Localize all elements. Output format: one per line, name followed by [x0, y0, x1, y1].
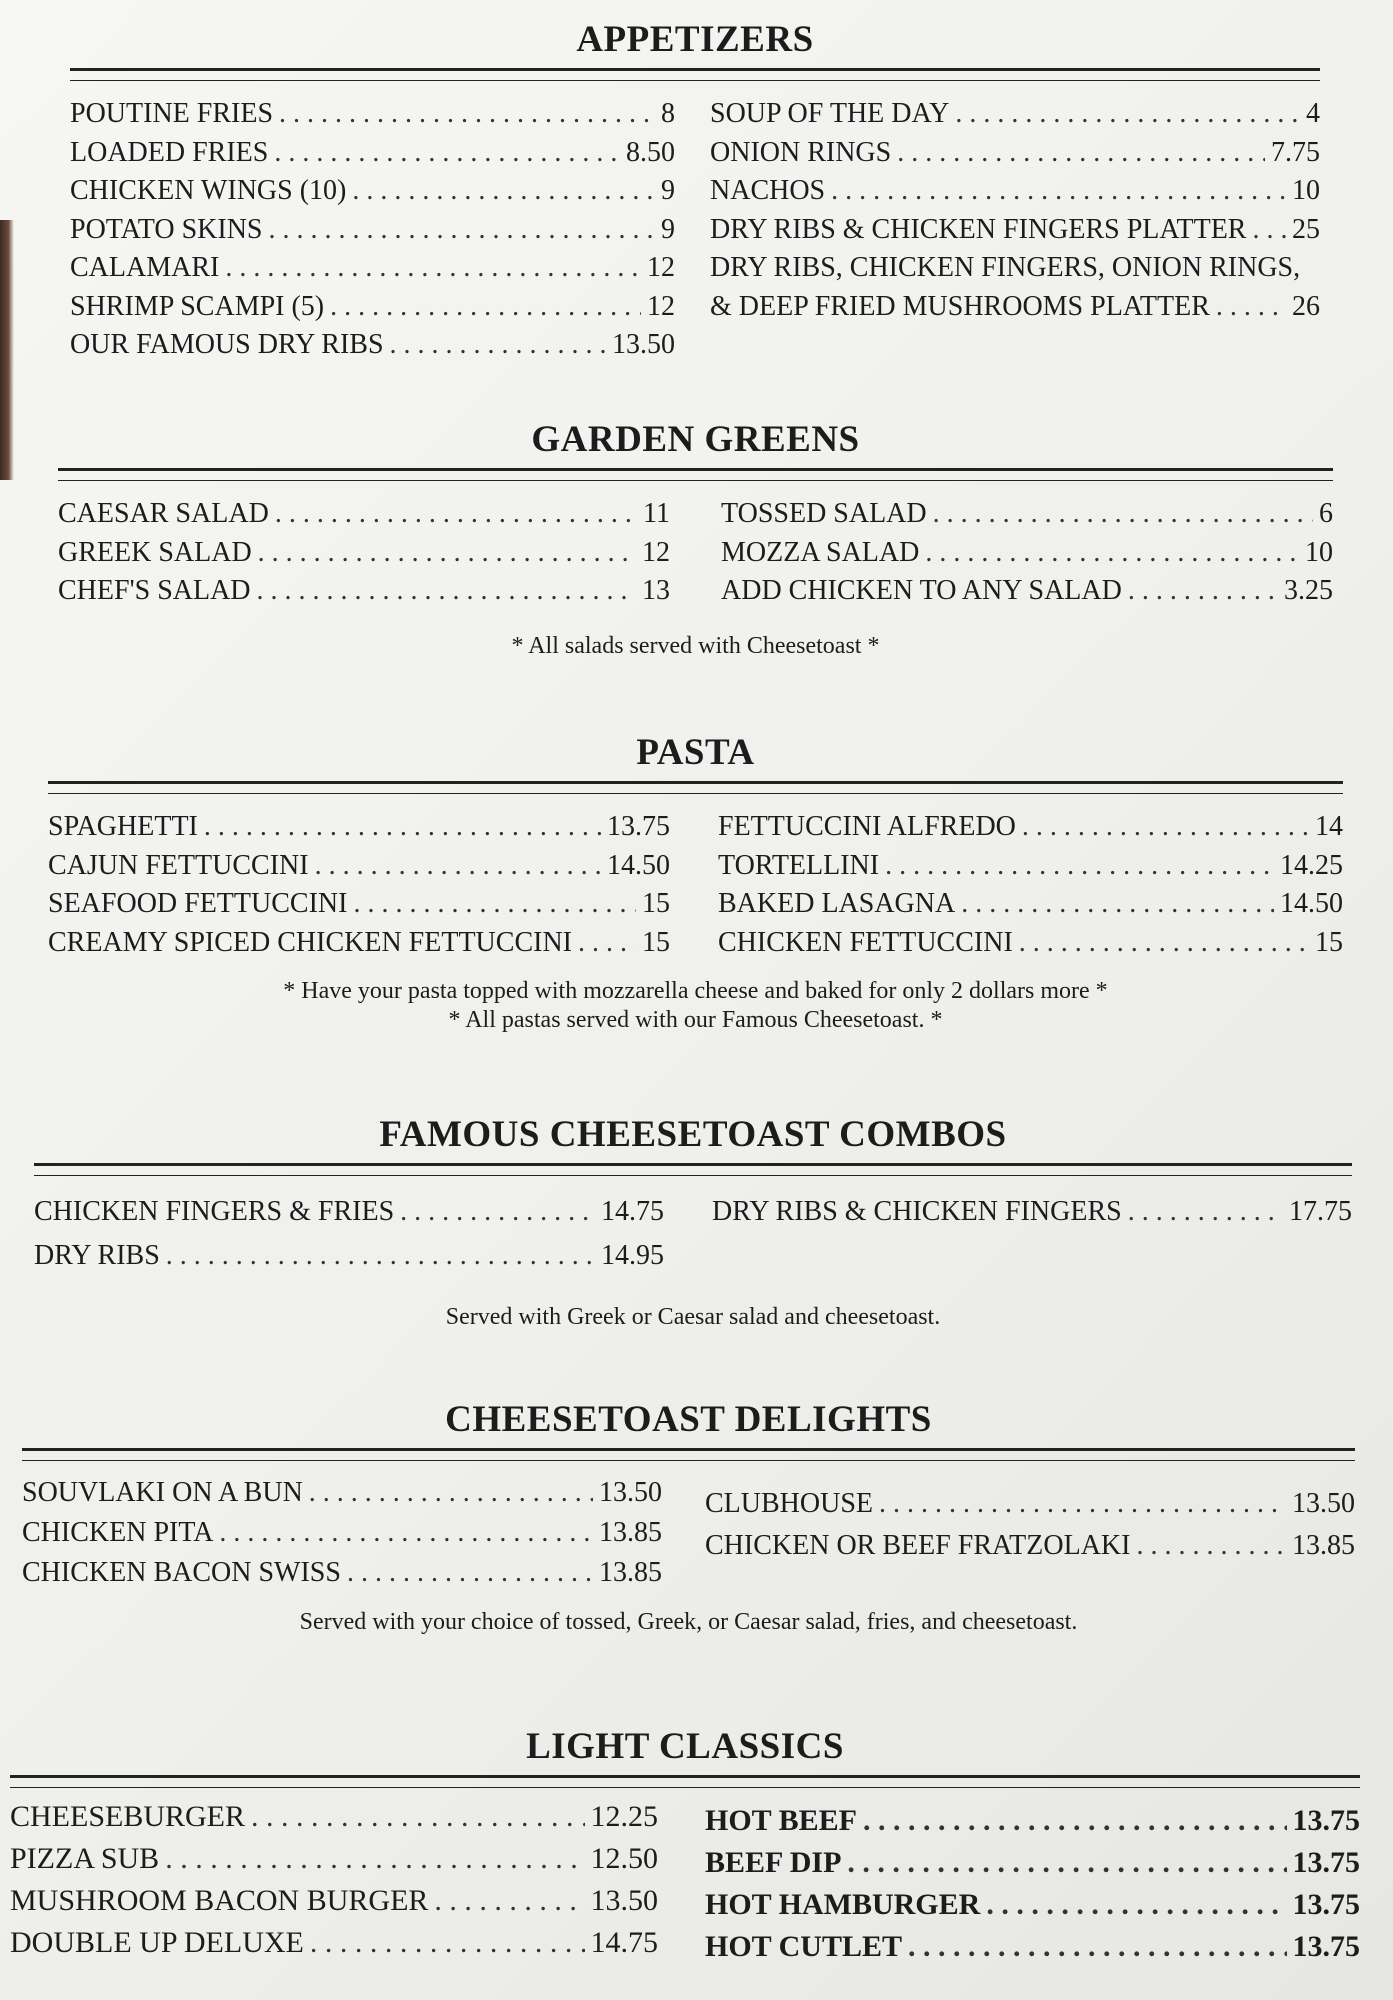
- item-name: HOT BEEF: [705, 1804, 857, 1837]
- section-pasta: [48, 733, 1343, 1034]
- item-price: 13.75: [1292, 1804, 1360, 1837]
- left-column: [58, 495, 670, 611]
- double-rule: [34, 1163, 1352, 1176]
- menu-item: [34, 1190, 664, 1234]
- menu-item: [718, 885, 1343, 924]
- item-price: 13.85: [599, 1557, 662, 1588]
- section-title: GARDEN GREENS: [531, 419, 860, 460]
- item-price: 13.50: [599, 1477, 662, 1508]
- item-name: CHICKEN BACON SWISS: [22, 1557, 341, 1588]
- item-name: FETTUCCINI ALFREDO: [718, 811, 1016, 842]
- section-light-classics: [10, 1727, 1360, 1968]
- item-price: 13.85: [599, 1517, 662, 1548]
- item-price: 6: [1319, 498, 1333, 529]
- item-name: & DEEP FRIED MUSHROOMS PLATTER: [710, 290, 1210, 322]
- right-column: [712, 1190, 1352, 1278]
- item-price: 13: [642, 575, 670, 606]
- menu-item: [712, 1190, 1352, 1234]
- item-name: GREEK SALAD: [58, 536, 252, 568]
- menu-item: [705, 1483, 1355, 1525]
- item-price: 9: [661, 175, 675, 206]
- menu-item: [718, 847, 1343, 886]
- item-name: DRY RIBS: [34, 1240, 160, 1271]
- menu-item: [710, 211, 1320, 250]
- item-price: 10: [1292, 175, 1320, 206]
- item-price: 14.50: [1280, 888, 1343, 919]
- item-price: 13.85: [1292, 1530, 1355, 1561]
- item-price: 13.50: [1292, 1488, 1355, 1519]
- item-name: HOT HAMBURGER: [705, 1888, 981, 1921]
- item-name: DRY RIBS & CHICKEN FINGERS PLATTER: [710, 213, 1247, 245]
- section-appetizers: [70, 20, 1320, 365]
- section-note: Served with Greek or Caesar salad and cheesetoast.: [445, 1304, 941, 1330]
- double-rule: [70, 68, 1320, 81]
- right-column: [721, 495, 1333, 611]
- item-name: CHICKEN WINGS (10): [70, 175, 347, 206]
- item-name: CALAMARI: [70, 252, 220, 283]
- double-rule: [58, 468, 1333, 481]
- section-title: PASTA: [636, 732, 755, 773]
- left-column: [70, 95, 675, 365]
- item-price: 14.95: [601, 1240, 664, 1271]
- item-price: 14.50: [607, 849, 670, 881]
- menu-item: [10, 1838, 658, 1880]
- item-name: CHICKEN OR BEEF FRATZOLAKI: [705, 1530, 1131, 1561]
- menu-item: [58, 495, 670, 534]
- menu-item: [721, 572, 1333, 611]
- item-name: CHICKEN FETTUCCINI: [718, 926, 1013, 958]
- item-price: 14.75: [601, 1196, 664, 1227]
- item-price: 14.25: [1280, 849, 1343, 881]
- menu-item: [718, 808, 1343, 847]
- item-price: 15: [1315, 926, 1343, 958]
- item-name: ADD CHICKEN TO ANY SALAD: [721, 575, 1122, 606]
- menu-item: [705, 1800, 1360, 1842]
- item-name: CHEF'S SALAD: [58, 575, 251, 606]
- item-name: CREAMY SPICED CHICKEN FETTUCCINI: [48, 926, 572, 958]
- menu-item: [70, 134, 675, 173]
- menu-item: [10, 1880, 658, 1922]
- item-price: 12: [647, 252, 675, 283]
- menu-item: [705, 1884, 1360, 1926]
- menu-item: [34, 1234, 664, 1278]
- right-column: [705, 1796, 1360, 1968]
- item-name: SOUP OF THE DAY: [710, 98, 950, 129]
- right-column: [705, 1473, 1355, 1593]
- item-name: CHEESEBURGER: [10, 1800, 246, 1833]
- item-price: 13.75: [1292, 1846, 1360, 1879]
- section-note: Served with your choice of tossed, Greek, or Caesar salad, fries, and cheesetoast.: [299, 1609, 1078, 1635]
- item-price: 14: [1315, 811, 1343, 842]
- section-title: LIGHT CLASSICS: [526, 1726, 844, 1767]
- menu-item: [721, 534, 1333, 573]
- item-price: 10: [1305, 536, 1333, 568]
- menu-item: [10, 1796, 658, 1838]
- item-price: 8.50: [626, 136, 675, 168]
- section-title: APPETIZERS: [576, 19, 814, 60]
- menu-item: [705, 1926, 1360, 1968]
- menu-item: [70, 95, 675, 134]
- item-name: CLUBHOUSE: [705, 1488, 874, 1519]
- section-note: * All pastas served with our Famous Cheesetoast. *: [448, 1007, 943, 1033]
- item-name: MUSHROOM BACON BURGER: [10, 1884, 429, 1917]
- item-name: HOT CUTLET: [705, 1930, 903, 1963]
- menu-item: [58, 572, 670, 611]
- item-name: ONION RINGS: [710, 136, 892, 168]
- menu-item: [48, 808, 670, 847]
- item-price: 13.50: [590, 1884, 658, 1917]
- item-name: DRY RIBS & CHICKEN FINGERS: [712, 1196, 1122, 1227]
- section-cheesetoast-combos: [34, 1115, 1352, 1331]
- left-column: [34, 1190, 664, 1278]
- menu-item: [70, 288, 675, 327]
- menu-item: [22, 1553, 662, 1593]
- menu-item: [705, 1525, 1355, 1567]
- double-rule: [48, 781, 1343, 794]
- item-price: 17.75: [1289, 1196, 1352, 1227]
- item-price: 12: [647, 290, 675, 322]
- item-name: POUTINE FRIES: [70, 98, 274, 129]
- item-price: 12.25: [590, 1800, 658, 1833]
- menu-item: [22, 1473, 662, 1513]
- menu-item: [710, 288, 1320, 327]
- section-garden-greens: [58, 420, 1333, 660]
- menu-item: [48, 847, 670, 886]
- menu-item: [58, 534, 670, 573]
- menu-item: [70, 249, 675, 288]
- item-price: 4: [1306, 98, 1320, 129]
- item-name: POTATO SKINS: [70, 213, 263, 245]
- item-price: 15: [642, 926, 670, 958]
- right-column: [710, 95, 1320, 365]
- item-price: 13.75: [607, 811, 670, 842]
- menu-item: [70, 172, 675, 211]
- menu-item: [718, 924, 1343, 963]
- menu-item: [70, 211, 675, 250]
- item-price: 26: [1292, 290, 1320, 322]
- left-column: [48, 808, 670, 962]
- menu-item: [70, 326, 675, 365]
- page-edge-shadow: [0, 220, 14, 480]
- item-name: CAJUN FETTUCCINI: [48, 849, 309, 881]
- item-price: 11: [643, 498, 670, 529]
- section-title: FAMOUS CHEESETOAST COMBOS: [379, 1114, 1007, 1155]
- item-name: SPAGHETTI: [48, 811, 198, 842]
- item-name: DOUBLE UP DELUXE: [10, 1926, 304, 1959]
- menu-item: [10, 1922, 658, 1964]
- double-rule: [10, 1775, 1360, 1788]
- menu-item: [710, 95, 1320, 134]
- double-rule: [22, 1448, 1355, 1461]
- item-price: 13.75: [1292, 1888, 1360, 1921]
- item-name: DRY RIBS, CHICKEN FINGERS, ONION RINGS,: [710, 252, 1301, 283]
- item-price: 12.50: [590, 1842, 658, 1875]
- item-name: SOUVLAKI ON A BUN: [22, 1477, 303, 1508]
- menu-item: [710, 172, 1320, 211]
- menu-item: [721, 495, 1333, 534]
- item-price: 15: [642, 888, 670, 919]
- item-price: 14.75: [590, 1926, 658, 1959]
- item-name: SEAFOOD FETTUCCINI: [48, 888, 348, 919]
- section-title: CHEESETOAST DELIGHTS: [445, 1399, 932, 1440]
- item-price: 12: [642, 536, 670, 568]
- item-name: OUR FAMOUS DRY RIBS: [70, 329, 384, 360]
- section-note: * Have your pasta topped with mozzarella cheese and baked for only 2 dollars more *: [283, 978, 1108, 1004]
- item-price: 7.75: [1271, 136, 1320, 168]
- item-name: SHRIMP SCAMPI (5): [70, 290, 325, 322]
- left-column: [10, 1796, 658, 1968]
- item-name: CAESAR SALAD: [58, 498, 269, 529]
- item-name: MOZZA SALAD: [721, 536, 920, 568]
- menu-item: [48, 924, 670, 963]
- menu-item: [710, 249, 1320, 288]
- menu-item: [710, 134, 1320, 173]
- item-price: 13.50: [612, 329, 675, 360]
- item-name: CHICKEN FINGERS & FRIES: [34, 1196, 395, 1227]
- item-name: TORTELLINI: [718, 849, 880, 881]
- right-column: [718, 808, 1343, 962]
- item-name: TOSSED SALAD: [721, 498, 927, 529]
- section-note: * All salads served with Cheesetoast *: [511, 632, 880, 659]
- item-name: BEEF DIP: [705, 1846, 842, 1879]
- item-price: 25: [1292, 213, 1320, 245]
- item-name: LOADED FRIES: [70, 136, 269, 168]
- menu-item: [48, 885, 670, 924]
- item-name: BAKED LASAGNA: [718, 888, 956, 919]
- item-price: 13.75: [1292, 1930, 1360, 1963]
- item-name: PIZZA SUB: [10, 1842, 160, 1875]
- section-cheesetoast-delights: [22, 1400, 1355, 1636]
- menu-item: [22, 1513, 662, 1553]
- item-price: 8: [661, 98, 675, 129]
- menu-item: [705, 1842, 1360, 1884]
- item-price: 9: [661, 213, 675, 245]
- item-name: NACHOS: [710, 175, 826, 206]
- left-column: [22, 1473, 662, 1593]
- item-name: CHICKEN PITA: [22, 1517, 214, 1548]
- item-price: 3.25: [1284, 575, 1333, 606]
